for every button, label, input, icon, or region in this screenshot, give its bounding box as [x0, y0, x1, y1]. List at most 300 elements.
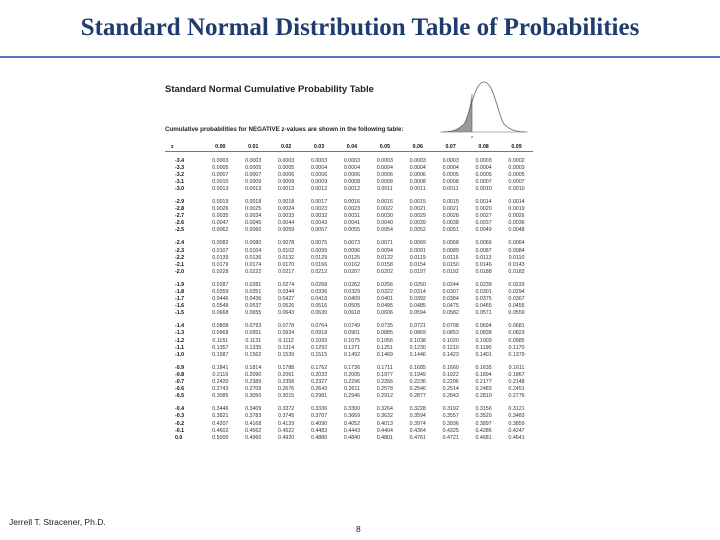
z-value-cell: -2.2 — [175, 254, 185, 261]
probability-cell: 0.0869 — [409, 330, 426, 337]
probability-cell: 0.2514 — [442, 386, 459, 393]
probability-cell: 0.3897 — [475, 420, 492, 427]
probability-cell: 0.0004 — [409, 164, 426, 171]
probability-cell: 0.0207 — [343, 268, 361, 275]
probability-cell: 0.0154 — [409, 261, 426, 268]
z-value-cell: 0.0 — [175, 434, 183, 441]
probability-cell: 0.4483 — [310, 427, 328, 434]
probability-cell: 0.0006 — [376, 171, 393, 178]
probability-cell: 0.0082 — [212, 240, 229, 247]
probability-cell: 0.0015 — [409, 198, 426, 205]
probability-cell: 0.0322 — [376, 289, 393, 295]
probability-cell: 0.2483 — [475, 386, 492, 393]
probability-cell: 0.0107 — [212, 247, 229, 254]
probability-cell: 0.1038 — [409, 337, 426, 344]
probability-cell: 0.1379 — [508, 351, 525, 358]
probability-cell: 0.0008 — [409, 178, 426, 185]
z-value-cell: -0.9 — [175, 364, 185, 371]
z-value-cell: -2.8 — [175, 206, 185, 213]
probability-cell: 0.3669 — [343, 413, 361, 420]
table-row — [165, 179, 533, 186]
probability-cell: 0.3483 — [508, 413, 525, 420]
probability-cell: 0.0014 — [475, 198, 492, 205]
probability-cell: 0.0099 — [310, 247, 328, 254]
probability-cell: 0.2327 — [310, 379, 328, 386]
probability-cell: 0.4013 — [376, 420, 393, 427]
probability-cell: 0.0853 — [442, 330, 459, 337]
probability-cell: 0.1093 — [310, 337, 328, 344]
probability-cell: 0.0005 — [508, 171, 525, 178]
probability-cell: 0.0087 — [475, 247, 492, 254]
probability-cell: 0.0455 — [508, 303, 525, 310]
table-row — [165, 255, 533, 262]
probability-cell: 0.0006 — [278, 171, 295, 178]
probability-cell: 0.0003 — [245, 157, 262, 164]
probability-cell: 0.0228 — [212, 268, 229, 275]
probability-cell: 0.4522 — [278, 427, 295, 434]
probability-cell: 0.0559 — [508, 310, 525, 317]
probability-cell: 0.0233 — [508, 281, 525, 288]
probability-cell: 0.0005 — [442, 171, 459, 178]
table-row — [165, 352, 533, 359]
bell-curve-figure — [438, 74, 530, 140]
probability-cell: 0.0024 — [278, 206, 295, 213]
probability-cell: 0.0918 — [310, 330, 328, 337]
probability-cell: 0.3228 — [409, 406, 426, 413]
probability-cell: 0.0073 — [343, 240, 361, 247]
probability-cell: 0.0028 — [442, 213, 459, 220]
probability-cell: 0.1611 — [508, 364, 525, 371]
probability-cell: 0.0294 — [508, 289, 525, 295]
probability-cell: 0.0011 — [376, 185, 393, 192]
probability-cell: 0.1210 — [442, 344, 459, 351]
probability-cell: 0.1314 — [278, 344, 295, 351]
probability-cell: 0.0735 — [376, 323, 393, 330]
z-value-cell: -3.1 — [175, 178, 185, 185]
table-row — [165, 227, 533, 234]
probability-cell: 0.0968 — [212, 330, 229, 337]
probability-cell: 0.0008 — [442, 178, 459, 185]
table-row — [165, 269, 533, 276]
probability-cell: 0.0281 — [245, 281, 262, 288]
probability-cell: 0.0007 — [212, 171, 229, 178]
z-marker-label: z — [471, 134, 473, 139]
probability-cell: 0.0793 — [245, 323, 262, 330]
probability-cell: 0.1515 — [310, 351, 328, 358]
probability-cell: 0.3632 — [376, 413, 393, 420]
probability-cell: 0.1949 — [409, 371, 426, 378]
probability-cell: 0.0537 — [245, 303, 262, 310]
table-row — [165, 323, 533, 330]
probability-cell: 0.0007 — [475, 178, 492, 185]
probability-cell: 0.0104 — [245, 247, 262, 254]
probability-cell: 0.0392 — [409, 296, 426, 303]
probability-cell: 0.0089 — [442, 247, 459, 254]
table-row — [165, 393, 533, 400]
title-divider — [0, 56, 720, 58]
z-probability-table — [165, 144, 533, 442]
probability-cell: 0.1587 — [212, 351, 229, 358]
z-value-cell: -0.6 — [175, 386, 185, 393]
probability-cell: 0.1867 — [508, 371, 525, 378]
probability-cell: 0.0571 — [475, 310, 492, 317]
probability-cell: 0.0005 — [212, 164, 229, 171]
probability-cell: 0.0116 — [442, 254, 459, 261]
probability-cell: 0.0505 — [343, 303, 361, 310]
probability-cell: 0.1894 — [475, 371, 492, 378]
probability-cell: 0.4761 — [409, 434, 426, 441]
probability-cell: 0.0139 — [212, 254, 229, 261]
probability-cell: 0.1469 — [376, 351, 393, 358]
probability-cell: 0.0057 — [310, 227, 328, 234]
probability-cell: 0.0044 — [278, 220, 295, 227]
table-row — [165, 413, 533, 420]
probability-cell: 0.0091 — [409, 247, 426, 254]
table-row — [165, 345, 533, 352]
probability-cell: 0.3300 — [343, 406, 361, 413]
table-row — [165, 248, 533, 255]
probability-cell: 0.0446 — [212, 296, 229, 303]
probability-cell: 0.0026 — [508, 213, 525, 220]
probability-cell: 0.1492 — [343, 351, 361, 358]
probability-cell: 0.1635 — [475, 364, 492, 371]
probability-cell: 0.0014 — [508, 198, 525, 205]
slide-title: Standard Normal Distribution Table of Probabilities — [80, 14, 640, 41]
probability-cell: 0.4207 — [212, 420, 229, 427]
table-row — [165, 199, 533, 206]
probability-cell: 0.0007 — [508, 178, 525, 185]
z-value-cell: -2.7 — [175, 213, 185, 220]
probability-cell: 0.1922 — [442, 371, 459, 378]
probability-cell: 0.0287 — [212, 281, 229, 288]
z-value-cell: -2.3 — [175, 247, 185, 254]
shaded-left-tail — [442, 94, 472, 132]
probability-cell: 0.2676 — [278, 386, 295, 393]
probability-cell: 0.0409 — [343, 296, 361, 303]
table-row — [165, 386, 533, 393]
footer-author: Jerrell T. Stracener, Ph.D. — [9, 517, 106, 527]
bell-curve-line — [442, 82, 526, 132]
probability-cell: 0.0125 — [343, 254, 361, 261]
probability-cell: 0.2709 — [245, 386, 262, 393]
probability-cell: 0.0162 — [343, 261, 361, 268]
probability-cell: 0.0078 — [278, 240, 295, 247]
probability-cell: 0.0020 — [475, 206, 492, 213]
probability-cell: 0.2119 — [212, 371, 229, 378]
probability-cell: 0.0003 — [409, 157, 426, 164]
z-value-cell: -3.3 — [175, 164, 185, 171]
probability-cell: 0.0004 — [343, 164, 361, 171]
probability-cell: 0.1075 — [343, 337, 361, 344]
probability-cell: 0.2033 — [310, 371, 328, 378]
probability-cell: 0.0951 — [245, 330, 262, 337]
table-row — [165, 289, 533, 296]
probability-cell: 0.0025 — [245, 206, 262, 213]
probability-cell: 0.4404 — [376, 427, 393, 434]
z-value-cell: -1.2 — [175, 337, 185, 344]
table-caption: Cumulative probabilities for NEGATIVE z-values are shown in the following table: — [165, 126, 404, 133]
probability-cell: 0.0011 — [409, 185, 426, 192]
probability-cell: 0.0060 — [245, 227, 262, 234]
probability-cell: 0.1762 — [310, 364, 328, 371]
table-row — [165, 428, 533, 435]
z-value-cell: -2.5 — [175, 227, 185, 234]
table-row — [165, 262, 533, 269]
probability-cell: 0.0143 — [508, 261, 525, 268]
probability-cell: 0.0367 — [508, 296, 525, 303]
probability-cell: 0.3156 — [475, 406, 492, 413]
z-value-cell: -0.8 — [175, 371, 185, 378]
probability-cell: 0.0047 — [212, 220, 229, 227]
z-value-cell: -1.7 — [175, 296, 185, 303]
probability-cell: 0.0040 — [376, 220, 393, 227]
probability-cell: 0.0594 — [409, 310, 426, 317]
probability-cell: 0.3015 — [278, 393, 295, 400]
column-header: 0.07 — [434, 144, 467, 152]
probability-cell: 0.0021 — [409, 206, 426, 213]
probability-cell: 0.0179 — [212, 261, 229, 268]
z-value-cell: -1.9 — [175, 281, 185, 288]
table-row — [165, 282, 533, 289]
probability-cell: 0.4602 — [212, 427, 229, 434]
probability-cell: 0.0183 — [508, 268, 525, 275]
probability-cell: 0.2148 — [508, 379, 525, 386]
probability-cell: 0.0012 — [310, 185, 328, 192]
z-value-cell: -0.2 — [175, 420, 185, 427]
probability-cell: 0.1685 — [409, 364, 426, 371]
probability-cell: 0.0019 — [508, 206, 525, 213]
probability-cell: 0.0256 — [376, 281, 393, 288]
probability-cell: 0.2877 — [409, 393, 426, 400]
z-value-cell: -1.1 — [175, 344, 185, 351]
probability-cell: 0.2643 — [310, 386, 328, 393]
probability-cell: 0.3859 — [508, 420, 525, 427]
probability-cell: 0.3409 — [245, 406, 262, 413]
table-row — [165, 365, 533, 372]
probability-cell: 0.0274 — [278, 281, 295, 288]
column-header: 0.00 — [204, 144, 237, 152]
probability-cell: 0.0606 — [376, 310, 393, 317]
z-value-cell: -1.8 — [175, 289, 185, 295]
table-row — [165, 206, 533, 213]
probability-cell: 0.4052 — [343, 420, 361, 427]
probability-cell: 0.0655 — [245, 310, 262, 317]
probability-cell: 0.0359 — [212, 289, 229, 295]
probability-cell: 0.0838 — [475, 330, 492, 337]
probability-cell: 0.0244 — [442, 281, 459, 288]
table-header-row — [165, 144, 533, 152]
probability-cell: 0.0003 — [475, 157, 492, 164]
probability-cell: 0.4286 — [475, 427, 492, 434]
probability-cell: 0.0401 — [376, 296, 393, 303]
probability-cell: 0.0094 — [376, 247, 393, 254]
probability-cell: 0.2843 — [442, 393, 459, 400]
probability-cell: 0.1423 — [442, 351, 459, 358]
probability-cell: 0.0023 — [343, 206, 361, 213]
probability-cell: 0.0630 — [310, 310, 328, 317]
probability-cell: 0.0301 — [475, 289, 492, 295]
probability-cell: 0.1446 — [409, 351, 426, 358]
probability-cell: 0.2743 — [212, 386, 229, 393]
probability-cell: 0.4801 — [376, 434, 393, 441]
probability-cell: 0.0384 — [442, 296, 459, 303]
probability-cell: 0.0217 — [278, 268, 295, 275]
table-row — [165, 186, 533, 193]
probability-cell: 0.1660 — [442, 364, 459, 371]
probability-cell: 0.0526 — [278, 303, 295, 310]
probability-cell: 0.3192 — [442, 406, 459, 413]
probability-cell: 0.3821 — [212, 413, 229, 420]
probability-cell: 0.0034 — [245, 213, 262, 220]
probability-cell: 0.0495 — [376, 303, 393, 310]
probability-cell: 0.0681 — [508, 323, 525, 330]
z-value-cell: -0.5 — [175, 393, 185, 400]
probability-cell: 0.0344 — [278, 289, 295, 295]
probability-cell: 0.4129 — [278, 420, 295, 427]
probability-cell: 0.2981 — [310, 393, 328, 400]
probability-cell: 0.0005 — [245, 164, 262, 171]
table-row — [165, 165, 533, 172]
probability-cell: 0.0005 — [475, 171, 492, 178]
probability-cell: 0.0015 — [442, 198, 459, 205]
probability-cell: 0.0033 — [278, 213, 295, 220]
z-value-cell: -2.1 — [175, 261, 185, 268]
probability-cell: 0.1977 — [376, 371, 393, 378]
z-value-cell: -3.2 — [175, 171, 185, 178]
probability-cell: 0.0026 — [212, 206, 229, 213]
probability-cell: 0.0011 — [442, 185, 459, 192]
probability-cell: 0.0013 — [212, 185, 229, 192]
probability-cell: 0.0749 — [343, 323, 361, 330]
probability-cell: 0.0643 — [278, 310, 295, 317]
table-row — [165, 330, 533, 337]
probability-cell: 0.0045 — [245, 220, 262, 227]
probability-cell: 0.0022 — [376, 206, 393, 213]
probability-cell: 0.2611 — [344, 386, 360, 393]
table-row — [165, 338, 533, 345]
probability-cell: 0.0222 — [245, 268, 262, 275]
probability-cell: 0.0694 — [475, 323, 492, 330]
probability-cell: 0.0003 — [278, 157, 295, 164]
probability-cell: 0.0049 — [475, 227, 492, 234]
probability-cell: 0.1401 — [475, 351, 492, 358]
probability-cell: 0.0465 — [475, 303, 492, 310]
probability-cell: 0.0039 — [409, 220, 426, 227]
probability-cell: 0.0129 — [310, 254, 328, 261]
probability-cell: 0.4681 — [475, 434, 492, 441]
probability-cell: 0.3520 — [475, 413, 492, 420]
probability-cell: 0.0485 — [409, 303, 426, 310]
probability-cell: 0.4443 — [343, 427, 361, 434]
probability-cell: 0.0823 — [508, 330, 525, 337]
probability-cell: 0.0009 — [245, 178, 262, 185]
probability-cell: 0.0023 — [310, 206, 328, 213]
probability-cell: 0.0778 — [278, 323, 295, 330]
table-row — [165, 421, 533, 428]
probability-cell: 0.0375 — [475, 296, 492, 303]
probability-cell: 0.0122 — [376, 254, 393, 261]
probability-cell: 0.0721 — [409, 323, 426, 330]
probability-cell: 0.2061 — [278, 371, 295, 378]
table-row — [165, 406, 533, 413]
z-value-cell: -1.4 — [175, 323, 185, 330]
probability-cell: 0.0027 — [475, 213, 492, 220]
probability-cell: 0.3745 — [278, 413, 295, 420]
probability-cell: 0.2912 — [376, 393, 393, 400]
probability-cell: 0.2946 — [343, 393, 361, 400]
z-value-cell: -2.6 — [175, 220, 185, 227]
z-value-cell: -2.9 — [175, 198, 185, 205]
probability-cell: 0.0096 — [343, 247, 361, 254]
z-value-cell: -1.0 — [175, 351, 185, 358]
table-row — [165, 296, 533, 303]
probability-cell: 0.4840 — [343, 434, 361, 441]
probability-cell: 0.1112 — [278, 337, 294, 344]
probability-cell: 0.0188 — [475, 268, 492, 275]
probability-cell: 0.2578 — [376, 386, 393, 393]
probability-cell: 0.0192 — [442, 268, 459, 275]
probability-cell: 0.0064 — [508, 240, 525, 247]
z-value-cell: -3.0 — [175, 185, 185, 192]
probability-cell: 0.0212 — [310, 268, 328, 275]
z-value-cell: -1.5 — [175, 310, 185, 317]
probability-cell: 0.0004 — [376, 164, 393, 171]
probability-cell: 0.0427 — [278, 296, 295, 303]
probability-cell: 0.3085 — [212, 393, 229, 400]
probability-cell: 0.0029 — [409, 213, 426, 220]
probability-cell: 0.2177 — [475, 379, 492, 386]
probability-cell: 0.3121 — [508, 406, 525, 413]
probability-cell: 0.1711 — [376, 364, 393, 371]
z-value-cell: -0.7 — [175, 379, 185, 386]
z-value-cell: -1.3 — [175, 330, 185, 337]
probability-cell: 0.2389 — [245, 379, 262, 386]
table-row — [165, 158, 533, 165]
probability-cell: 0.3372 — [278, 406, 295, 413]
probability-cell: 0.4325 — [442, 427, 459, 434]
probability-cell: 0.3974 — [409, 420, 426, 427]
probability-cell: 0.4641 — [508, 434, 525, 441]
table-row — [165, 213, 533, 220]
probability-cell: 0.1736 — [343, 364, 361, 371]
probability-cell: 0.0018 — [278, 198, 295, 205]
probability-cell: 0.0062 — [212, 227, 229, 234]
probability-cell: 0.0059 — [278, 227, 295, 234]
probability-cell: 0.3557 — [442, 413, 459, 420]
probability-cell: 0.0008 — [376, 178, 393, 185]
probability-cell: 0.3783 — [245, 413, 262, 420]
probability-cell: 0.0250 — [409, 281, 426, 288]
probability-cell: 0.0436 — [245, 296, 262, 303]
probability-cell: 0.1841 — [212, 364, 229, 371]
probability-cell: 0.0041 — [343, 220, 361, 227]
probability-cell: 0.0351 — [245, 289, 262, 295]
probability-cell: 0.0113 — [475, 254, 492, 261]
z-value-cell: -3.4 — [175, 157, 185, 164]
probability-cell: 0.0010 — [212, 178, 229, 185]
probability-cell: 0.0618 — [343, 310, 361, 317]
column-header: 0.08 — [467, 144, 500, 152]
probability-cell: 0.0036 — [508, 220, 525, 227]
probability-cell: 0.0054 — [376, 227, 393, 234]
probability-cell: 0.0202 — [376, 268, 393, 275]
probability-cell: 0.0003 — [376, 157, 393, 164]
probability-cell: 0.0004 — [310, 164, 328, 171]
probability-cell: 0.0003 — [343, 157, 361, 164]
probability-cell: 0.0013 — [245, 185, 262, 192]
probability-cell: 0.0146 — [475, 261, 492, 268]
probability-cell: 0.2296 — [343, 379, 361, 386]
